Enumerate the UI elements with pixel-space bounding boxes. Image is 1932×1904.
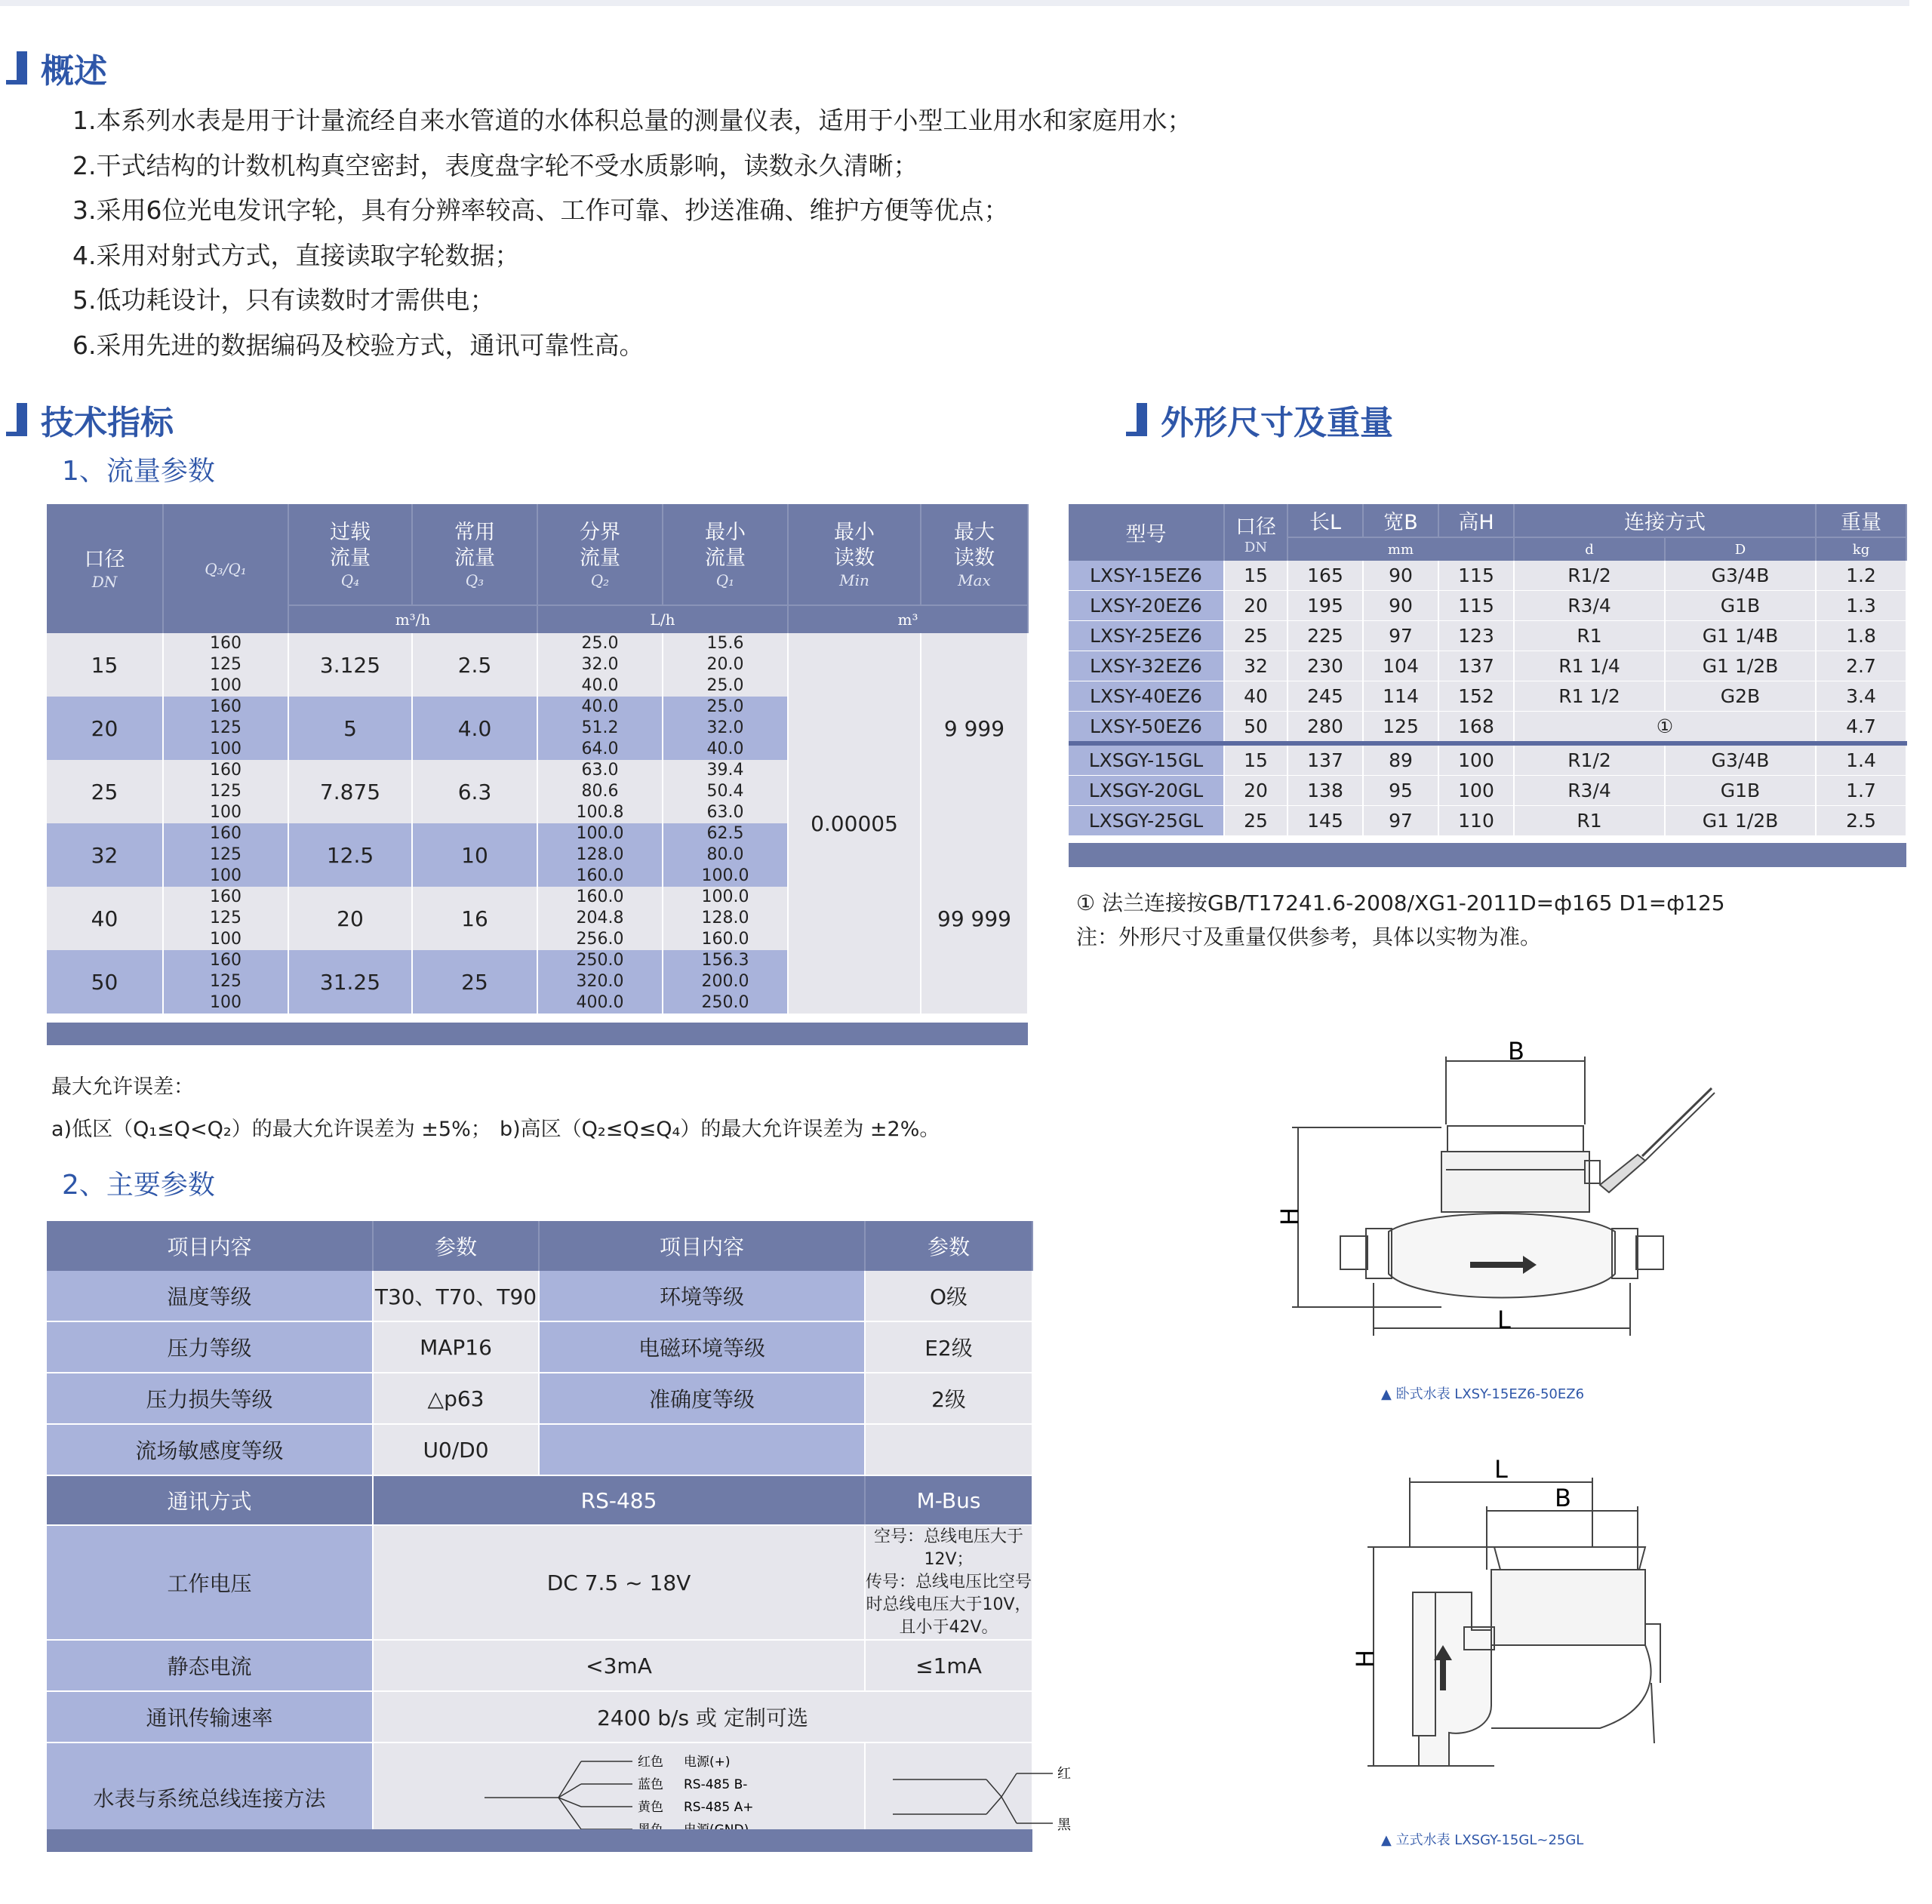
dim-weight: 2.7 <box>1816 651 1906 681</box>
param-item: 电磁环境等级 <box>539 1321 865 1373</box>
header-nominal: 常用 流量 Q₃ <box>412 504 537 605</box>
flow-q3: 16 <box>412 887 537 950</box>
dim-header-dn: 口径 DN <box>1224 504 1287 561</box>
dim-connection-D: G1B <box>1665 591 1816 621</box>
dim-value: 152 <box>1438 681 1514 712</box>
flow-ratio: 125 <box>163 844 288 866</box>
dim-weight: 2.5 <box>1816 806 1906 836</box>
dim-model: LXSGY-15GL <box>1069 743 1224 776</box>
flow-ratio: 100 <box>163 992 288 1014</box>
dim-value: 97 <box>1363 806 1438 836</box>
main-parameter-table <box>47 1221 1071 1853</box>
flow-q3: 6.3 <box>412 760 537 823</box>
param-item: 流场敏感度等级 <box>47 1424 373 1475</box>
flow-q1: 62.5 <box>663 823 788 844</box>
dim-model: LXSY-40EZ6 <box>1069 681 1224 712</box>
flow-ratio: 125 <box>163 971 288 992</box>
flow-q4: 5 <box>288 697 412 760</box>
dimension-row <box>1069 806 1906 836</box>
title-marker-icon <box>17 51 27 85</box>
dim-value: 280 <box>1287 712 1363 744</box>
flow-q2: 400.0 <box>537 992 663 1014</box>
dim-value: 25 <box>1224 806 1287 836</box>
dim-weight: 1.7 <box>1816 776 1906 806</box>
param-value: T30、T70、T90 <box>373 1271 539 1321</box>
dim-connection-D: G2B <box>1665 681 1816 712</box>
dim-model: LXSY-25EZ6 <box>1069 621 1224 651</box>
dim-weight: 1.8 <box>1816 621 1906 651</box>
dim-model: LXSY-50EZ6 <box>1069 712 1224 744</box>
horizontal-meter-drawing <box>1268 1034 1721 1351</box>
dimension-row <box>1069 712 1906 744</box>
flow-q2: 100.0 <box>537 823 663 844</box>
main-table-footer <box>47 1829 1032 1852</box>
rate-label: 通讯传输速率 <box>47 1691 373 1743</box>
dim-value: 15 <box>1224 743 1287 776</box>
comm-rs485: RS-485 <box>373 1475 865 1525</box>
dim-value: 20 <box>1224 591 1287 621</box>
dim-connection-d: R3/4 <box>1514 776 1665 806</box>
flow-q1: 156.3 <box>663 950 788 971</box>
title-marker-icon <box>1137 403 1147 436</box>
dim-unit-d: d <box>1514 537 1665 561</box>
header-ratio: Q₃/Q₁ <box>163 504 288 633</box>
dim-model: LXSGY-20GL <box>1069 776 1224 806</box>
flow-dn: 20 <box>47 697 163 760</box>
flow-parameter-table <box>47 504 1029 1014</box>
dim-value: 138 <box>1287 776 1363 806</box>
dimension-row <box>1069 561 1906 591</box>
flow-q3: 10 <box>412 823 537 887</box>
dim-connection-D: G1 1/2B <box>1665 651 1816 681</box>
dim-value: 100 <box>1438 776 1514 806</box>
dim-value: 115 <box>1438 561 1514 591</box>
dim-unit-D: D <box>1665 537 1816 561</box>
flow-ratio: 160 <box>163 950 288 971</box>
flow-q1: 50.4 <box>663 781 788 802</box>
label-l: L <box>1497 1306 1511 1334</box>
flow-q3: 2.5 <box>412 633 537 697</box>
flow-q2: 100.8 <box>537 802 663 823</box>
current-label: 静态电流 <box>47 1640 373 1691</box>
dim-connection-D: G1 1/2B <box>1665 806 1816 836</box>
dimension-table <box>1069 504 1907 836</box>
flow-ratio: 160 <box>163 823 288 844</box>
flow-q4: 20 <box>288 887 412 950</box>
flow-q1: 80.0 <box>663 844 788 866</box>
flow-q1: 100.0 <box>663 887 788 908</box>
flow-dn: 50 <box>47 950 163 1014</box>
dim-value: 15 <box>1224 561 1287 591</box>
flow-dn: 40 <box>47 887 163 950</box>
main-header-item: 项目内容 <box>539 1221 865 1271</box>
header-overload: 过载 流量 Q₄ <box>288 504 412 605</box>
dim-model: LXSGY-25GL <box>1069 806 1224 836</box>
overview-item: 3.采用6位光电发讯字轮，具有分辨率较高、工作可靠、抄送准确、维护方便等优点； <box>72 195 1009 225</box>
flow-ratio: 100 <box>163 929 288 950</box>
dim-header-length: 长L <box>1287 504 1363 537</box>
dim-connection-d: R1/2 <box>1514 743 1665 776</box>
dim-connection: ① <box>1514 712 1816 744</box>
dim-header-weight: 重量 <box>1816 504 1906 537</box>
dim-value: 100 <box>1438 743 1514 776</box>
param-value: △p63 <box>373 1373 539 1424</box>
overview-item: 6.采用先进的数据编码及校验方式，通讯可靠性高。 <box>72 330 645 360</box>
header-minimum: 最小 流量 Q₁ <box>663 504 788 605</box>
flow-q2: 64.0 <box>537 739 663 760</box>
error-title: 最大允许误差： <box>51 1075 194 1099</box>
dim-value: 230 <box>1287 651 1363 681</box>
dim-connection-d: R1 <box>1514 621 1665 651</box>
flow-q1: 160.0 <box>663 929 788 950</box>
param-value <box>865 1424 1032 1475</box>
section-title-tech <box>17 395 174 444</box>
flow-dn: 32 <box>47 823 163 887</box>
overview-item: 4.采用对射式方式，直接读取字轮数据； <box>72 240 520 270</box>
wire-color: 蓝色 <box>638 1776 663 1792</box>
dim-value: 123 <box>1438 621 1514 651</box>
dim-connection-d: R1 <box>1514 806 1665 836</box>
flow-q1: 15.6 <box>663 633 788 654</box>
overview-title: 概述 <box>41 52 107 91</box>
flow-q1: 32.0 <box>663 718 788 739</box>
flow-q4: 31.25 <box>288 950 412 1014</box>
flow-q4: 12.5 <box>288 823 412 887</box>
wire-red-label: 红 <box>1057 1765 1071 1782</box>
voltage-rs485: DC 7.5 ~ 18V <box>373 1525 865 1640</box>
dimension-row <box>1069 621 1906 651</box>
flow-q1: 200.0 <box>663 971 788 992</box>
flow-ratio: 125 <box>163 718 288 739</box>
dim-connection-d: R1 1/4 <box>1514 651 1665 681</box>
overview-item: 5.低功耗设计，只有读数时才需供电； <box>72 285 495 315</box>
param-item: 压力损失等级 <box>47 1373 373 1424</box>
flow-q1: 63.0 <box>663 802 788 823</box>
dim-connection-d: R3/4 <box>1514 591 1665 621</box>
wire-color: 黄色 <box>638 1799 663 1815</box>
param-value: E2级 <box>865 1321 1032 1373</box>
flow-q2: 256.0 <box>537 929 663 950</box>
flow-q1: 25.0 <box>663 675 788 697</box>
flow-ratio: 100 <box>163 866 288 887</box>
label-h: H <box>1275 1207 1304 1226</box>
dimension-row <box>1069 591 1906 621</box>
param-item: 准确度等级 <box>539 1373 865 1424</box>
main-subtitle: 2、主要参数 <box>62 1170 215 1201</box>
dim-value: 125 <box>1363 712 1438 744</box>
flow-q2: 32.0 <box>537 654 663 675</box>
header-max-read: 最大 读数 Max <box>921 504 1028 605</box>
wiring-label: 水表与系统总线连接方法 <box>47 1743 373 1853</box>
param-value: 2级 <box>865 1373 1032 1424</box>
dims-note-flange: ① 法兰连接按GB/T17241.6-2008/XG1-2011D=ф165 D1=ф125 <box>1076 890 1725 915</box>
wire-function: 电源(+) <box>684 1754 731 1770</box>
overview-item: 2.干式结构的计数机构真空密封，表度盘字轮不受水质影响，读数永久清晰； <box>72 150 918 180</box>
flow-q2: 250.0 <box>537 950 663 971</box>
current-mbus: ≤1mA <box>865 1640 1032 1691</box>
dimension-row <box>1069 651 1906 681</box>
dim-value: 104 <box>1363 651 1438 681</box>
dim-header-width: 宽B <box>1363 504 1438 537</box>
dims-note-reference: 注：外形尺寸及重量仅供参考，具体以实物为准。 <box>1076 924 1542 949</box>
main-header-item: 项目内容 <box>47 1221 373 1271</box>
flow-ratio: 160 <box>163 633 288 654</box>
dim-weight: 4.7 <box>1816 712 1906 744</box>
current-rs485: <3mA <box>373 1640 865 1691</box>
flow-q2: 40.0 <box>537 697 663 718</box>
dim-value: 165 <box>1287 561 1363 591</box>
dim-value: 89 <box>1363 743 1438 776</box>
vertical-meter-caption: ▲ 立式水表 LXSGY-15GL~25GL <box>1381 1832 1584 1848</box>
flow-dn: 15 <box>47 633 163 697</box>
param-value: U0/D0 <box>373 1424 539 1475</box>
param-item: 温度等级 <box>47 1271 373 1321</box>
flow-ratio: 100 <box>163 675 288 697</box>
main-param-row <box>47 1373 1032 1424</box>
flow-ratio: 100 <box>163 802 288 823</box>
dim-value: 168 <box>1438 712 1514 744</box>
flow-ratio: 125 <box>163 781 288 802</box>
main-param-row <box>47 1424 1032 1475</box>
dim-value: 137 <box>1287 743 1363 776</box>
dim-connection-D: G3/4B <box>1665 743 1816 776</box>
dim-connection-D: G1B <box>1665 776 1816 806</box>
wire-function: RS-485 B- <box>684 1776 748 1792</box>
dim-model: LXSY-15EZ6 <box>1069 561 1224 591</box>
flow-dn: 25 <box>47 760 163 823</box>
param-value: MAP16 <box>373 1321 539 1373</box>
flow-q1: 100.0 <box>663 866 788 887</box>
section-title-overview <box>17 44 107 92</box>
dim-connection-D: G3/4B <box>1665 561 1816 591</box>
dim-model: LXSY-32EZ6 <box>1069 651 1224 681</box>
unit-lh: L/h <box>537 605 788 633</box>
flow-q1: 40.0 <box>663 739 788 760</box>
flow-q1: 20.0 <box>663 654 788 675</box>
flow-q3: 4.0 <box>412 697 537 760</box>
flow-max-read: 99 999 <box>921 823 1028 1014</box>
dim-value: 32 <box>1224 651 1287 681</box>
unit-m3h: m³/h <box>288 605 537 633</box>
wire-function: RS-485 A+ <box>684 1799 754 1815</box>
flow-q3: 25 <box>412 950 537 1014</box>
flow-q4: 7.875 <box>288 760 412 823</box>
horizontal-meter-caption: ▲ 卧式水表 LXSY-15EZ6-50EZ6 <box>1381 1386 1585 1402</box>
flow-q1: 128.0 <box>663 908 788 929</box>
main-header-param: 参数 <box>865 1221 1032 1271</box>
voltage-label: 工作电压 <box>47 1525 373 1640</box>
flow-ratio: 100 <box>163 739 288 760</box>
dim-value: 97 <box>1363 621 1438 651</box>
dim-value: 115 <box>1438 591 1514 621</box>
dim-value: 50 <box>1224 712 1287 744</box>
dim-value: 90 <box>1363 591 1438 621</box>
dim-value: 245 <box>1287 681 1363 712</box>
section-title-dims <box>1137 395 1393 444</box>
flow-table-footer <box>47 1023 1028 1045</box>
flow-ratio: 125 <box>163 654 288 675</box>
error-a: a)低区（Q₁≤Q<Q₂）的最大允许误差为 ±5%； <box>51 1118 491 1141</box>
dim-header-height: 高H <box>1438 504 1514 537</box>
dim-weight: 1.4 <box>1816 743 1906 776</box>
main-param-row <box>47 1271 1032 1321</box>
label-h: H <box>1351 1649 1380 1668</box>
flow-ratio: 125 <box>163 908 288 929</box>
dim-unit-mm: mm <box>1287 537 1514 561</box>
dim-value: 110 <box>1438 806 1514 836</box>
flow-ratio: 160 <box>163 887 288 908</box>
dim-value: 114 <box>1363 681 1438 712</box>
flow-ratio: 160 <box>163 760 288 781</box>
main-param-row <box>47 1321 1032 1373</box>
dim-connection-d: R1 1/2 <box>1514 681 1665 712</box>
dim-connection-D: G1 1/4B <box>1665 621 1816 651</box>
dimension-row <box>1069 681 1906 712</box>
dim-weight: 1.3 <box>1816 591 1906 621</box>
dim-value: 90 <box>1363 561 1438 591</box>
dim-unit-kg: kg <box>1816 537 1906 561</box>
overview-item: 1.本系列水表是用于计量流经自来水管道的水体积总量的测量仪表，适用于小型工业用水和家庭用水； <box>72 106 1192 135</box>
flow-q1: 250.0 <box>663 992 788 1014</box>
top-divider <box>0 0 1909 6</box>
flow-q1: 39.4 <box>663 760 788 781</box>
param-item <box>539 1424 865 1475</box>
dim-value: 40 <box>1224 681 1287 712</box>
flow-q4: 3.125 <box>288 633 412 697</box>
flow-q2: 25.0 <box>537 633 663 654</box>
dim-value: 145 <box>1287 806 1363 836</box>
voltage-mbus: 空号：总线电压大于12V； 传号：总线电压比空号时总线电压大于10V，且小于42V。 <box>865 1525 1032 1640</box>
param-item: 环境等级 <box>539 1271 865 1321</box>
flow-q2: 204.8 <box>537 908 663 929</box>
flow-q1: 25.0 <box>663 697 788 718</box>
label-b: B <box>1555 1484 1571 1512</box>
flow-row <box>47 633 1028 654</box>
dim-header-connection: 连接方式 <box>1514 504 1816 537</box>
dim-value: 95 <box>1363 776 1438 806</box>
dim-value: 225 <box>1287 621 1363 651</box>
overview-list <box>72 98 1192 368</box>
flow-q2: 40.0 <box>537 675 663 697</box>
vertical-meter-drawing <box>1343 1456 1690 1789</box>
dim-connection-d: R1/2 <box>1514 561 1665 591</box>
wire-color: 红色 <box>638 1754 663 1770</box>
flow-q2: 320.0 <box>537 971 663 992</box>
dim-value: 195 <box>1287 591 1363 621</box>
flow-min-read: 0.00005 <box>788 633 921 1014</box>
flow-q2: 80.6 <box>537 781 663 802</box>
dim-weight: 3.4 <box>1816 681 1906 712</box>
tech-title: 技术指标 <box>41 404 174 442</box>
dimension-row <box>1069 743 1906 776</box>
label-l: L <box>1494 1456 1508 1484</box>
title-marker-icon <box>17 403 27 436</box>
comm-label: 通讯方式 <box>47 1475 373 1525</box>
label-b: B <box>1508 1037 1524 1066</box>
dim-value: 25 <box>1224 621 1287 651</box>
param-item: 压力等级 <box>47 1321 373 1373</box>
flow-subtitle: 1、流量参数 <box>62 456 215 487</box>
flow-max-read: 9 999 <box>921 633 1028 823</box>
param-value: O级 <box>865 1271 1032 1321</box>
main-header-param: 参数 <box>373 1221 539 1271</box>
dims-title: 外形尺寸及重量 <box>1161 404 1393 442</box>
dim-value: 137 <box>1438 651 1514 681</box>
wire-black-label: 黑 <box>1057 1816 1071 1833</box>
flow-q2: 160.0 <box>537 887 663 908</box>
dim-value: 20 <box>1224 776 1287 806</box>
flow-ratio: 160 <box>163 697 288 718</box>
error-b: b)高区（Q₂≤Q≤Q₄）的最大允许误差为 ±2%。 <box>500 1118 940 1141</box>
rate-value: 2400 b/s 或 定制可选 <box>373 1691 1032 1743</box>
dimension-table-footer <box>1069 843 1906 867</box>
flow-q2: 128.0 <box>537 844 663 866</box>
flow-q2: 51.2 <box>537 718 663 739</box>
flow-q2: 63.0 <box>537 760 663 781</box>
header-dn: 口径 DN <box>47 504 163 633</box>
dim-model: LXSY-20EZ6 <box>1069 591 1224 621</box>
flow-q2: 160.0 <box>537 866 663 887</box>
comm-mbus: M-Bus <box>865 1475 1032 1525</box>
header-min-read: 最小 读数 Min <box>788 504 921 605</box>
dim-header-model: 型号 <box>1069 504 1224 561</box>
header-transition: 分界 流量 Q₂ <box>537 504 663 605</box>
dim-weight: 1.2 <box>1816 561 1906 591</box>
dimension-row <box>1069 776 1906 806</box>
unit-m3: m³ <box>788 605 1028 633</box>
